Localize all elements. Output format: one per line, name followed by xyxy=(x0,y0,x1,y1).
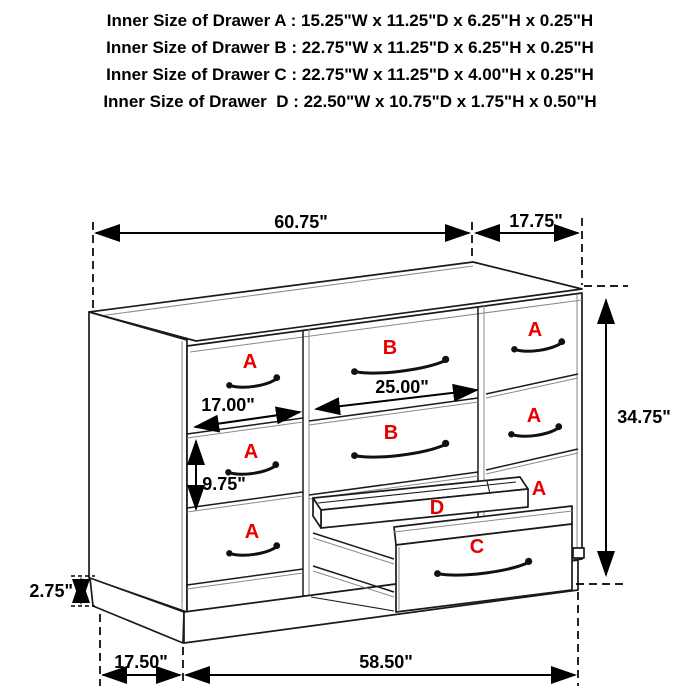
right-edge-foot xyxy=(573,548,584,558)
spec-line-drawer-c: Inner Size of Drawer C : 22.75"W x 11.25"D x 4.00"H x 0.25"H xyxy=(106,65,594,84)
drawer-b-label-bottom: B xyxy=(383,422,399,444)
spec-line-drawer-a: Inner Size of Drawer A : 15.25"W x 11.25"D x 6.25"H x 0.25"H xyxy=(106,11,594,30)
spec-line-drawer-b: Inner Size of Drawer B : 22.75"W x 11.25"D x 6.25"H x 0.25"H xyxy=(106,38,594,57)
dimension-text-drawer-front-height: 9.75" xyxy=(202,474,246,494)
dimension-text-top-depth: 17.75" xyxy=(509,211,563,231)
dimension-text-base-front-width: 58.50" xyxy=(359,652,413,672)
dimension-total-height xyxy=(576,286,671,584)
drawer-b-label-top: B xyxy=(382,337,398,359)
left-side-panel xyxy=(89,312,187,612)
dimension-text-base-height: 2.75" xyxy=(29,581,73,601)
dimension-text-total-height: 34.75" xyxy=(617,407,671,427)
drawer-d-label: D xyxy=(429,497,445,519)
dimension-text-top-length: 60.75" xyxy=(274,212,328,232)
spec-line-drawer-d: Inner Size of Drawer D : 22.50"W x 10.75"D x 1.75"H x 0.50"H xyxy=(103,92,597,111)
dimension-text-base-side-depth: 17.50" xyxy=(114,652,168,672)
dimension-text-middle-drawer-width: 25.00" xyxy=(375,377,429,397)
drawer-a-label-left-top: A xyxy=(242,351,258,373)
drawer-a-label-right-mid: A xyxy=(526,405,542,427)
drawer-a-label-left-bottom: A xyxy=(244,521,260,543)
drawer-a-label-right-top: A xyxy=(527,319,543,341)
drawer-c-label: C xyxy=(469,536,485,558)
dimension-base-height xyxy=(29,576,95,606)
drawer-a-label-left-mid: A xyxy=(243,441,259,463)
dimension-text-side-drawer-width: 17.00" xyxy=(201,395,255,415)
drawer-a-label-right-bottom: A xyxy=(531,478,547,500)
